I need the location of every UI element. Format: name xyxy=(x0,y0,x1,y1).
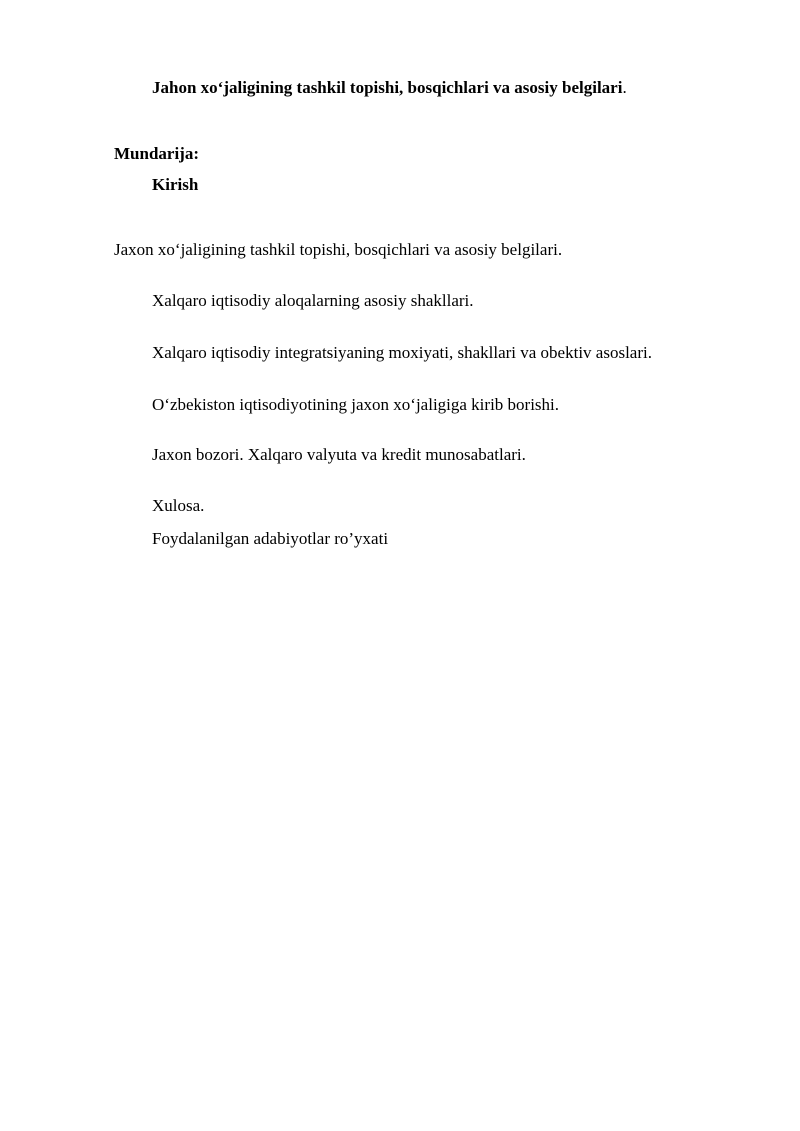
toc-item: O‘zbekiston iqtisodiyotining jaxon xo‘jaligiga kirib borishi. xyxy=(152,395,560,414)
toc-item: Xulosa. xyxy=(152,496,205,515)
document-title xyxy=(152,78,627,98)
toc-item: Jaxon xo‘jaligining tashkil topishi, bosqichlari va asosiy belgilari. xyxy=(114,240,563,259)
toc-item: Xalqaro iqtisodiy aloqalarning asosiy shakllari. xyxy=(152,291,474,310)
document-title-text: Jahon xo‘jaligining tashkil topishi, bosqichlari va asosiy belgilari xyxy=(152,78,623,97)
toc-item: Foydalanilgan adabiyotlar ro’yxati xyxy=(152,529,389,548)
toc-heading: Mundarija: xyxy=(114,144,199,163)
toc-item: Xalqaro iqtisodiy integratsiyaning moxiyati, shakllari va obektiv asoslari. xyxy=(152,343,652,362)
document-title-punct: . xyxy=(622,78,627,97)
toc-item: Jaxon bozori. Xalqaro valyuta va kredit munosabatlari. xyxy=(152,445,526,464)
toc-intro: Kirish xyxy=(152,175,199,194)
